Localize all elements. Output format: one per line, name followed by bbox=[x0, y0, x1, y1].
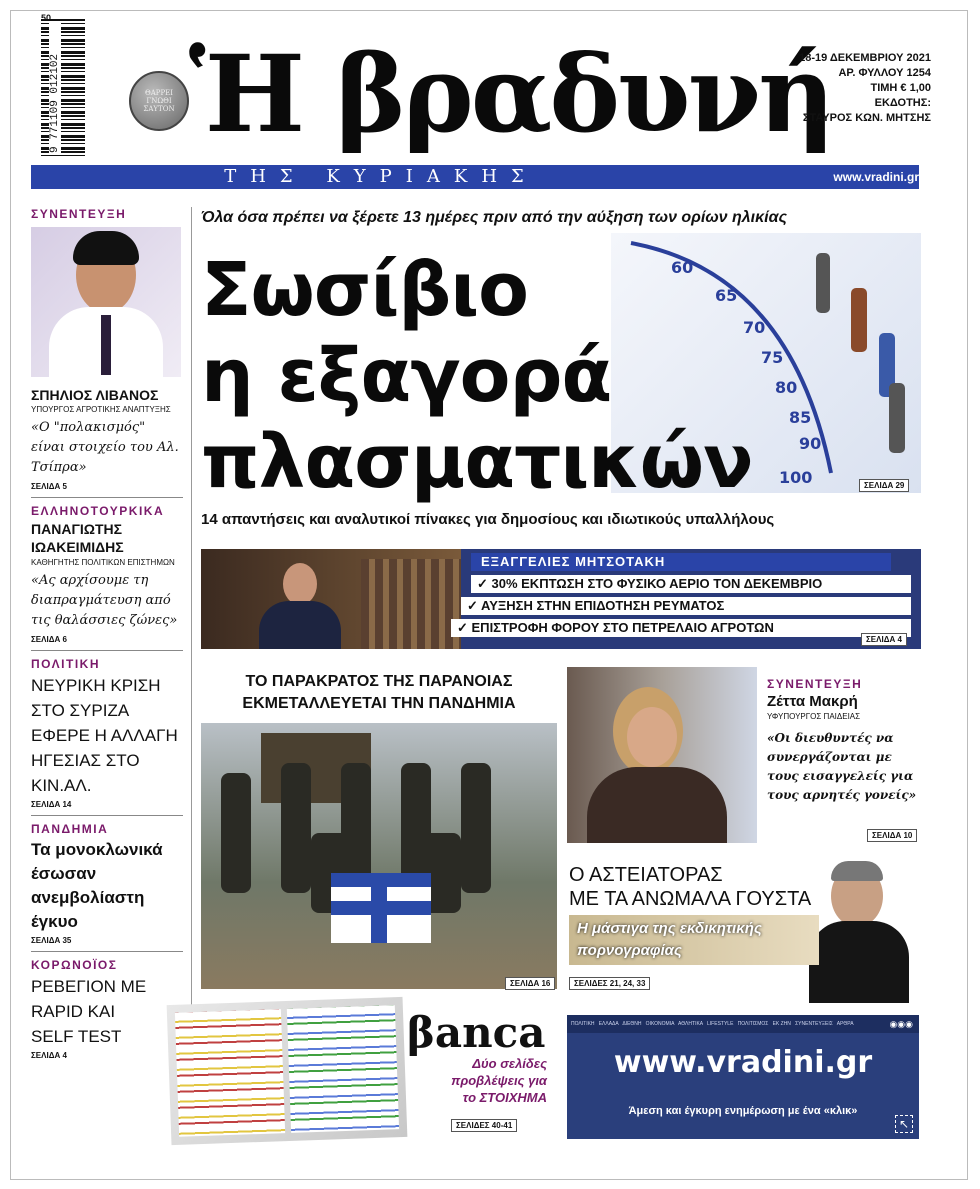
livanos-name: ΣΠΗΛΙΟΣ ΛΙΒΑΝΟΣ bbox=[31, 387, 159, 403]
banner-title: ΕΞΑΓΓΕΛΙΕΣ ΜΗΤΣΟΤΑΚΗ bbox=[471, 553, 891, 571]
dial-num: 75 bbox=[761, 348, 784, 367]
livanos-page: ΣΕΛΙΔΑ 5 bbox=[31, 482, 67, 491]
divider bbox=[31, 497, 183, 498]
makri-quote: «Οι διευθυντές να συνεργάζονται με τους εισαγγελείς για τους αρνητές γονείς» bbox=[767, 731, 917, 802]
publisher-name: ΣΤΑΥΡΟΣ ΚΩΝ. ΜΗΤΣΗΣ bbox=[802, 112, 931, 124]
makri-page: ΣΕΛΙΔΑ 10 bbox=[867, 829, 917, 842]
paranoia-story-title bbox=[201, 671, 557, 715]
newspaper-front-page bbox=[10, 10, 968, 1180]
headline-line-3: πλασματικών bbox=[201, 419, 753, 505]
web-url[interactable]: www.vradini.gr bbox=[613, 1045, 873, 1080]
sidebar-cat-greekturkish: ΕΛΛΗΝΟΤΟΥΡΚΙΚΑ bbox=[31, 504, 165, 518]
masthead-title: Ἡ βραδυνή bbox=[189, 31, 833, 156]
comedian-sub-box bbox=[569, 915, 819, 965]
issue-price: ΤΙΜΗ € 1,00 bbox=[870, 82, 931, 94]
covid-page: ΣΕΛΙΔΑ 4 bbox=[31, 1051, 67, 1060]
mitsotakis-banner bbox=[201, 549, 921, 649]
banner-page: ΣΕΛΙΔΑ 4 bbox=[861, 633, 907, 646]
comedian-title-1: Ο ΑΣΤΕΙΑΤΟΡΑΣ bbox=[569, 864, 723, 886]
dial-num: 60 bbox=[671, 258, 694, 277]
lead-deck: 14 απαντήσεις και αναλυτικοί πίνακες για δημοσίους και ιδιωτικούς υπαλλήλους bbox=[201, 511, 775, 528]
column-divider bbox=[191, 207, 192, 1137]
dial-num: 70 bbox=[743, 318, 766, 337]
makri-role: ΥΦΥΠΟΥΡΓΟΣ ΠΑΙΔΕΙΑΣ bbox=[767, 712, 861, 721]
barcode-number: 9 771109 012102 bbox=[49, 23, 61, 153]
paramilitary-svg bbox=[201, 723, 557, 989]
paranoia-title-2: ΕΚΜΕΤΑΛΛΕΥΕΤΑΙ ΤΗΝ ΠΑΝΔΗΜΙΑ bbox=[242, 695, 516, 712]
makri-text bbox=[767, 677, 927, 805]
web-tagline: Άμεση και έγκυρη ενημέρωση με ένα «κλικ» bbox=[628, 1105, 858, 1117]
makri-name: Ζέττα Μακρή bbox=[767, 693, 858, 710]
ioakeimidis-page: ΣΕΛΙΔΑ 6 bbox=[31, 635, 67, 644]
headline-line-2: η εξαγορά bbox=[201, 333, 612, 419]
dial-num: 90 bbox=[799, 434, 822, 453]
dial-num: 65 bbox=[715, 286, 738, 305]
headline-line-1: Σωσίβιο bbox=[201, 247, 528, 333]
paranoia-title-1: ΤΟ ΠΑΡΑΚΡΑΤΟΣ ΤΗΣ ΠΑΡΑΝΟΙΑΣ bbox=[245, 673, 513, 690]
social-icons: ◉◉◉ bbox=[889, 1019, 913, 1029]
makri-cat: ΣΥΝΕΝΤΕΥΞΗ bbox=[767, 677, 863, 691]
banca-text bbox=[407, 1008, 547, 1106]
banner-item: ✓ ΑΥΞΗΣΗ ΣΤΗΝ ΕΠΙΔΟΤΗΣΗ ΡΕΥΜΑΤΟΣ bbox=[461, 597, 911, 615]
sidebar-cat-politics: ΠΟΛΙΤΙΚΗ bbox=[31, 657, 101, 671]
banca-line-2: προβλέψεις για bbox=[451, 1073, 547, 1088]
comedian-title-2: ΜΕ ΤΑ ΑΝΩΜΑΛΑ ΓΟΥΣΤΑ bbox=[569, 888, 812, 910]
ioakeimidis-quote: «Ας αρχίσουμε τη διαπραγμάτευση από τις θαλάσσιες ζώνες» bbox=[31, 573, 178, 628]
issue-info bbox=[781, 51, 931, 126]
comedian-sub-2: πορνογραφίας bbox=[577, 942, 682, 959]
banca-page: ΣΕΛΙΔΕΣ 40-41 bbox=[451, 1119, 517, 1132]
sidebar-cat-interview: ΣΥΝΕΝΤΕΥΞΗ bbox=[31, 207, 127, 221]
ioakeimidis-name: ΠΑΝΑΓΙΩΤΗΣ ΙΩΑΚΕΙΜΙΔΗΣ bbox=[31, 521, 124, 555]
comedian-sub-1: Η μάστιγα της εκδικητικής bbox=[577, 920, 762, 937]
livanos-role: ΥΠΟΥΡΓΟΣ ΑΓΡΟΤΙΚΗΣ ΑΝΑΠΤΥΞΗΣ bbox=[31, 405, 171, 414]
pandemic-text: Τα μονοκλωνικά έσωσαν ανεμβολίαστη έγκυο bbox=[31, 840, 163, 931]
lead-kicker: Όλα όσα πρέπει να ξέρετε 13 ημέρες πριν από την αύξηση των ορίων ηλικίας bbox=[201, 209, 788, 226]
divider bbox=[31, 951, 183, 952]
banner-list bbox=[451, 575, 911, 641]
website-promo[interactable] bbox=[567, 1015, 919, 1139]
banner-item: ✓ 30% ΕΚΠΤΩΣΗ ΣΤΟ ΦΥΣΙΚΟ ΑΕΡΙΟ ΤΟΝ ΔΕΚΕΜΒΡΙΟ bbox=[471, 575, 911, 593]
pandemic-page: ΣΕΛΙΔΑ 35 bbox=[31, 936, 72, 945]
dial-num: 100 bbox=[779, 468, 813, 487]
paranoia-page: ΣΕΛΙΔΑ 16 bbox=[505, 977, 555, 990]
barcode-issue: 50 bbox=[41, 13, 52, 23]
barcode bbox=[41, 19, 85, 157]
divider bbox=[31, 815, 183, 816]
masthead-subtitle: ΤΗΣ ΚΥΡΙΑΚΗΣ bbox=[224, 166, 538, 187]
dial-num: 80 bbox=[775, 378, 798, 397]
header-url[interactable]: www.vradini.gr bbox=[833, 170, 919, 184]
sidebar-cat-pandemic: ΠΑΝΔΗΜΙΑ bbox=[31, 822, 109, 836]
issue-number: ΑΡ. ΦΥΛΛΟΥ 1254 bbox=[838, 67, 931, 79]
publisher-label: ΕΚΔΟΤΗΣ: bbox=[874, 97, 931, 109]
cursor-icon: ↖ bbox=[895, 1115, 913, 1133]
politics-page: ΣΕΛΙΔΑ 14 bbox=[31, 800, 72, 809]
sidebar bbox=[31, 207, 183, 1060]
dial-num: 85 bbox=[789, 408, 812, 427]
banca-pages-preview bbox=[167, 997, 408, 1145]
livanos-photo bbox=[31, 227, 181, 377]
banca-logo: βanca bbox=[407, 1008, 546, 1057]
livanos-quote: «Ο "πολακισμός" είναι στοιχείο του Αλ. Τσίπρα» bbox=[31, 420, 179, 475]
paramilitary-photo bbox=[201, 723, 557, 989]
banner-item: ✓ ΕΠΙΣΤΡΟΦΗ ΦΟΡΟΥ ΣΤΟ ΠΕΤΡΕΛΑΙΟ ΑΓΡΟΤΩΝ bbox=[451, 619, 911, 637]
covid-text: ΡΕΒΕΓΙΟΝ ΜΕ RAPID ΚΑΙ SELF TEST bbox=[31, 977, 147, 1046]
politics-text: ΝΕΥΡΙΚΗ ΚΡΙΣΗ ΣΤΟ ΣΥΡΙΖΑ ΕΦΕΡΕ Η ΑΛΛΑΓΗ ΗΓΕΣΙΑΣ ΣΤΟ ΚΙΝ.ΑΛ. bbox=[31, 676, 178, 795]
coin-logo: ΘΑΡΡΕΙ ΓΝΩΘΙ ΣΑΥΤΟΝ bbox=[129, 71, 189, 131]
web-nav: ΠΟΛΙΤΙΚΗ ΕΛΛΑΔΑ ΔΙΕΘΝΗ ΟΙΚΟΝΟΜΙΑ ΑΘΛΗΤΙΚΑ LIFESTYLE ΠΟΛΙΤΙΣΜΟΣ ΕΚ ΖΗΝ ΣΥΝΕΝΤΕΥΞΕΙΣ ΑΡΘΡΑ bbox=[567, 1015, 919, 1033]
lead-page: ΣΕΛΙΔΑ 29 bbox=[859, 479, 909, 492]
mitsotakis-photo bbox=[201, 549, 461, 649]
ioakeimidis-role: ΚΑΘΗΓΗΤΗΣ ΠΟΛΙΤΙΚΩΝ ΕΠΙΣΤΗΜΩΝ bbox=[31, 558, 175, 567]
comedian-title bbox=[569, 863, 819, 911]
makri-photo bbox=[567, 667, 757, 843]
banca-line-1: Δύο σελίδες bbox=[472, 1056, 547, 1071]
sidebar-cat-covid: ΚΟΡΩΝΟΪΟΣ bbox=[31, 958, 118, 972]
issue-date: 18-19 ΔΕΚΕΜΒΡΙΟΥ 2021 bbox=[799, 52, 931, 64]
divider bbox=[31, 650, 183, 651]
comedian-page: ΣΕΛΙΔΕΣ 21, 24, 33 bbox=[569, 977, 650, 990]
banca-line-3: το ΣΤΟΙΧΗΜΑ bbox=[462, 1090, 547, 1105]
lead-headline bbox=[201, 247, 801, 505]
